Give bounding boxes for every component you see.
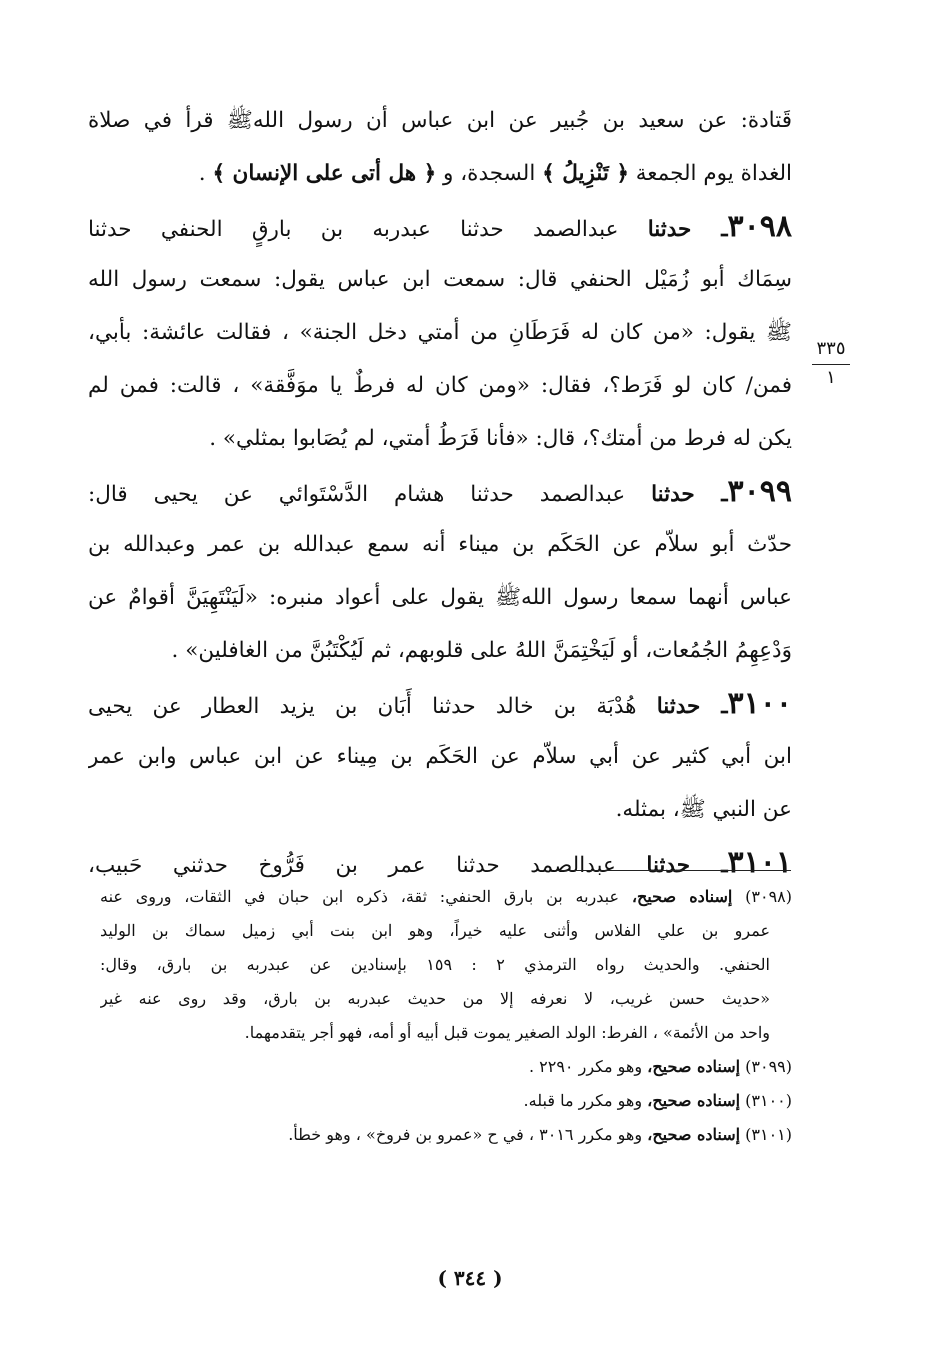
bold-phrase: ـ حدثنا xyxy=(651,482,728,507)
bold-phrase: ـ حدثنا xyxy=(647,217,728,242)
text-line xyxy=(88,359,792,412)
text-line xyxy=(88,624,792,677)
text-run: عبدربه بن بارق الحنفي: ثقة، ذكره ابن حبان في الثقات، وروى عنه xyxy=(100,887,632,906)
text-run: الحنفي. والحديث رواه الترمذي ٢ : ١٥٩ بإسنادين عن عبدربه بن بارق، وقال: xyxy=(100,955,770,974)
footnote-line xyxy=(100,914,792,948)
margin-reference-volume-page: ٣٣٥ xyxy=(816,338,846,359)
margin-reference xyxy=(808,338,854,389)
footnote-line xyxy=(100,1084,792,1118)
text-run: عن النبي ﷺ، بمثله. xyxy=(615,797,792,822)
text-run: حدّث أبو سلاّم عن الحَكَم بن ميناء أنه سمع عبدالله بن عمر وعبدالله بن xyxy=(88,532,792,557)
bold-phrase: إسناده صحيح، xyxy=(631,887,733,906)
hadith-number: ٣١٠١ xyxy=(727,845,792,880)
text-line xyxy=(88,465,792,518)
text-run: ابن أبي كثير عن أبي سلاّم عن الحَكَم بن مِيناء عن ابن عباس وابن عمر xyxy=(88,744,792,769)
text-run: (٣١٠١) xyxy=(740,1125,792,1144)
text-line xyxy=(88,677,792,730)
text-run: (٣٠٩٩) xyxy=(740,1057,792,1076)
text-run: عباس أنهما سمعا رسول اللهﷺ يقول على أعواد منبره: «لَيَنْتَهِيَنَّ أقوامٌ عن xyxy=(88,585,792,610)
main-text xyxy=(88,94,792,889)
text-run: ﷺ يقول: «من كان له فَرَطَانِ من أمتي دخل الجنة» ، فقالت عائشة: بأبي، xyxy=(88,320,792,345)
text-run: «حديث حسن غريب، لا نعرفه إلا من حديث عبدربه بن بارق، وقد روى عنه غير xyxy=(100,989,770,1008)
hadith-number: ٣١٠٠ xyxy=(727,686,792,721)
footnote-line xyxy=(100,948,792,982)
margin-reference-rule xyxy=(812,364,850,365)
text-run: وهو مكرر ٣٠١٦ ، في ح «عمرو بن فروخ» ، وهو خطأ. xyxy=(288,1125,648,1144)
footnote-line xyxy=(100,1016,792,1050)
footnote-separator xyxy=(557,870,791,871)
text-line xyxy=(88,730,792,783)
text-line xyxy=(88,571,792,624)
text-run: عبدالصمد حدثنا هشام الدَّسْتَوائي عن يحيى قال: xyxy=(88,482,652,507)
text-run: سِمَاك أبو زُمَيْل الحنفي قال: سمعت ابن عباس يقول: سمعت رسول الله xyxy=(88,267,792,292)
hadith-number: ٣٠٩٩ xyxy=(727,474,792,509)
bold-phrase: إسناده صحيح، xyxy=(647,1091,741,1110)
bold-phrase: إسناده صحيح، xyxy=(647,1057,741,1076)
page-number: ( ٣٤٤ ) xyxy=(437,1266,503,1290)
text-line xyxy=(88,253,792,306)
text-line xyxy=(88,783,792,836)
text-line xyxy=(88,412,792,465)
text-run: . xyxy=(198,161,213,186)
text-run: (٣١٠٠) xyxy=(740,1091,792,1110)
footnote-line xyxy=(100,1050,792,1084)
text-line xyxy=(88,200,792,253)
text-line xyxy=(88,518,792,571)
text-line xyxy=(88,306,792,359)
text-run: عمرو بن علي الفلاس وأثنى عليه خيراً، وهو ابن بنت أبي زميل سماك بن الوليد xyxy=(100,921,770,940)
text-run: عبدالصمد حدثنا عبدربه بن بارقٍ الحنفي حدثنا xyxy=(88,217,648,242)
hadith-number: ٣٠٩٨ xyxy=(727,209,792,244)
text-run: قَتادة: عن سعيد بن جُبير عن ابن عباس أن رسول اللهﷺ قرأ في صلاة xyxy=(88,108,792,133)
text-run: واحد من الأئمة» ، الفرط: الولد الصغير يموت قبل أبيه أو أمه، فهو أجر يتقدمهما. xyxy=(244,1023,770,1042)
bold-phrase: ـ حدثنا xyxy=(656,694,728,719)
text-run: (٣٠٩٨) xyxy=(732,887,792,906)
footnote-line xyxy=(100,880,792,914)
footnote-line xyxy=(100,982,792,1016)
text-run: عبدالصمد حدثنا عمر بن فَرُّوخ حدثني حَبيب، xyxy=(88,853,647,878)
footnote-line xyxy=(100,1118,792,1152)
text-run: هُدْبَة بن خالد حدثنا أَبَان بن يزيد العطار عن يحيى xyxy=(88,694,657,719)
text-run: يكن له فرط من أمتك؟، قال: «فأنا فَرَطُ أمتي، لم يُصَابوا بمثلي» . xyxy=(209,426,792,451)
bold-phrase: ـ حدثنا xyxy=(646,853,728,878)
text-run: وهو مكرر ٢٢٩٠ . xyxy=(528,1057,648,1076)
text-run: السجدة، و xyxy=(436,161,543,186)
text-run: وَدْعِهِمُ الجُمُعات، أو لَيَخْتِمَنَّ اللهُ على قلوبهم، ثم لَيُكْتَبُنَّ من الغافلين» . xyxy=(171,638,792,663)
text-run: فمن/ كان لو فَرَط؟، فقال: «ومن كان له فرطٌ يا موَفَّقة» ، قالت: فمن لم xyxy=(88,373,792,398)
bold-phrase: إسناده صحيح، xyxy=(647,1125,741,1144)
text-line xyxy=(88,94,792,147)
margin-reference-part: ١ xyxy=(826,367,836,388)
text-run: وهو مكرر ما قبله. xyxy=(523,1091,648,1110)
footnotes xyxy=(100,880,792,1152)
text-run: الغداة يوم الجمعة xyxy=(628,161,792,186)
bold-phrase: ﴿ تَنْزِيلُ ﴾ xyxy=(542,161,629,186)
bold-phrase: ﴿ هل أتى على الإنسان ﴾ xyxy=(212,161,437,186)
text-line xyxy=(88,147,792,200)
